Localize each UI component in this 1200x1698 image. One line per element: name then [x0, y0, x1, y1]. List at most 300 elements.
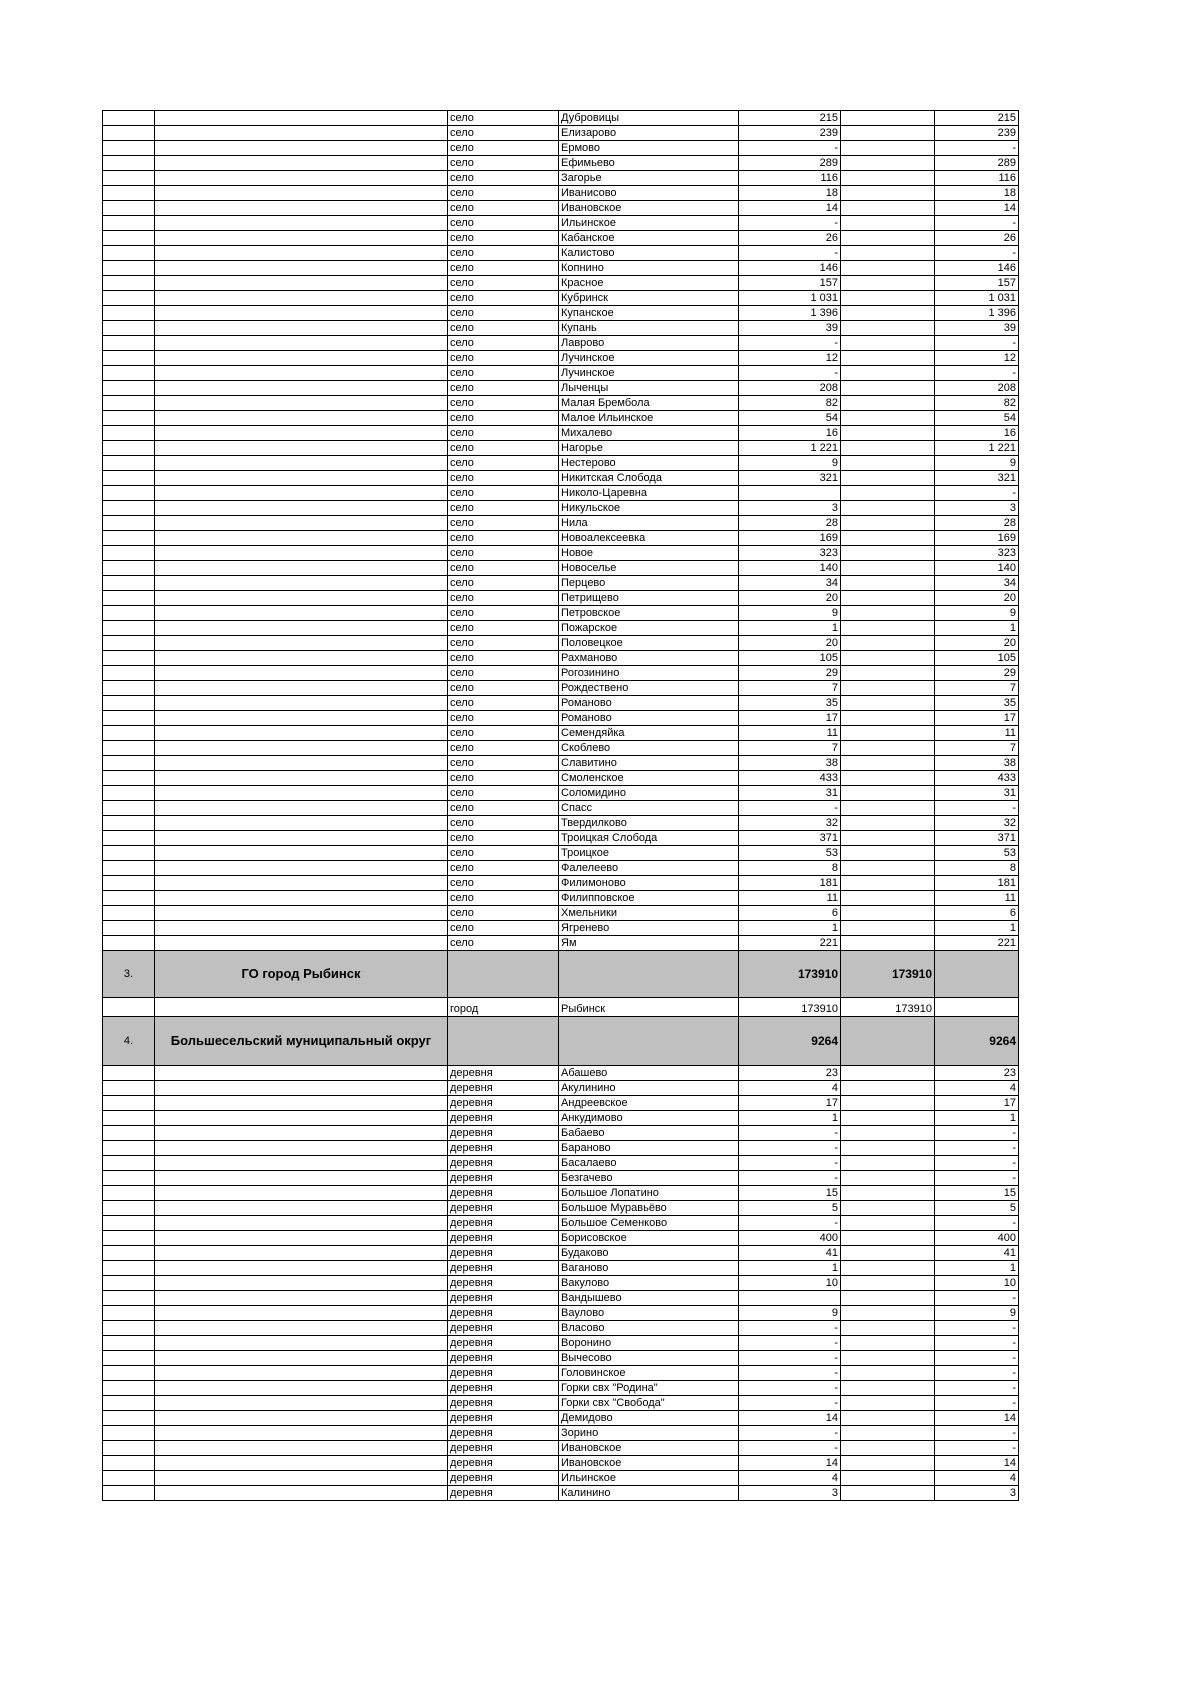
- row-district: [155, 681, 448, 696]
- row-index: [103, 1111, 155, 1126]
- table-row: [103, 1456, 1019, 1471]
- row-rural: 4: [935, 1081, 1019, 1096]
- row-name: Романово: [559, 696, 739, 711]
- row-total: 239: [739, 126, 841, 141]
- row-rural: 323: [935, 546, 1019, 561]
- row-name: Зорино: [559, 1426, 739, 1441]
- group-3: [103, 951, 1019, 1066]
- row-type: село: [448, 501, 559, 516]
- row-index: [103, 1171, 155, 1186]
- row-total: 5: [739, 1201, 841, 1216]
- row-name: Рождествено: [559, 681, 739, 696]
- row-index: [103, 1381, 155, 1396]
- row-district: [155, 1456, 448, 1471]
- row-rural: -: [935, 366, 1019, 381]
- row-rural: 146: [935, 261, 1019, 276]
- row-urban: [841, 321, 935, 336]
- row-total: 4: [739, 1081, 841, 1096]
- row-total: -: [739, 1171, 841, 1186]
- row-rural: 5: [935, 1201, 1019, 1216]
- row-name: Кабанское: [559, 231, 739, 246]
- row-total: 208: [739, 381, 841, 396]
- table-row: [103, 1081, 1019, 1096]
- row-name: Купань: [559, 321, 739, 336]
- row-total: 16: [739, 426, 841, 441]
- row-rural: 14: [935, 1456, 1019, 1471]
- row-district: [155, 471, 448, 486]
- table-row: [103, 1156, 1019, 1171]
- row-index: [103, 261, 155, 276]
- row-type: село: [448, 531, 559, 546]
- row-total: -: [739, 1396, 841, 1411]
- row-district: [155, 936, 448, 951]
- row-type: село: [448, 306, 559, 321]
- row-type: село: [448, 561, 559, 576]
- row-rural: 23: [935, 1066, 1019, 1081]
- row-urban: [841, 1081, 935, 1096]
- row-name: Вакулово: [559, 1276, 739, 1291]
- row-total: 18: [739, 186, 841, 201]
- table-row: [103, 846, 1019, 861]
- table-row: [103, 831, 1019, 846]
- row-type: село: [448, 471, 559, 486]
- row-district: [155, 231, 448, 246]
- row-index: [103, 321, 155, 336]
- table-row: [103, 1066, 1019, 1081]
- row-urban: [841, 351, 935, 366]
- row-total: 9: [739, 606, 841, 621]
- row-type: деревня: [448, 1156, 559, 1171]
- row-index: [103, 291, 155, 306]
- group-header-row: [103, 951, 1019, 998]
- row-name: Фалелеево: [559, 861, 739, 876]
- row-name: Головинское: [559, 1366, 739, 1381]
- row-urban: [841, 156, 935, 171]
- table-row: [103, 621, 1019, 636]
- row-rural: 20: [935, 591, 1019, 606]
- row-rural: 1: [935, 921, 1019, 936]
- row-type: село: [448, 681, 559, 696]
- row-district: [155, 291, 448, 306]
- table-row: [103, 1171, 1019, 1186]
- row-type: село: [448, 186, 559, 201]
- table-row: [103, 1336, 1019, 1351]
- row-name: Рахманово: [559, 651, 739, 666]
- row-index: [103, 381, 155, 396]
- row-type: село: [448, 441, 559, 456]
- row-name: Калистово: [559, 246, 739, 261]
- row-index: [103, 906, 155, 921]
- table-row: [103, 516, 1019, 531]
- row-total: 29: [739, 666, 841, 681]
- row-index: [103, 1141, 155, 1156]
- row-index: [103, 186, 155, 201]
- row-urban: [841, 576, 935, 591]
- row-urban: [841, 1126, 935, 1141]
- row-district: [155, 201, 448, 216]
- row-type: деревня: [448, 1396, 559, 1411]
- table-row: [103, 1231, 1019, 1246]
- row-name: Дубровицы: [559, 111, 739, 126]
- row-index: [103, 1276, 155, 1291]
- table-row: [103, 1246, 1019, 1261]
- row-urban: [841, 846, 935, 861]
- row-district: [155, 651, 448, 666]
- row-total: 7: [739, 681, 841, 696]
- table-row: [103, 141, 1019, 156]
- table-row: [103, 876, 1019, 891]
- table-row: [103, 411, 1019, 426]
- table-row: [103, 1291, 1019, 1306]
- row-rural: 54: [935, 411, 1019, 426]
- row-type: деревня: [448, 1126, 559, 1141]
- row-urban: [841, 681, 935, 696]
- row-urban: [841, 1336, 935, 1351]
- row-name: Филипповское: [559, 891, 739, 906]
- table-row: [103, 861, 1019, 876]
- row-name: Бараново: [559, 1141, 739, 1156]
- row-urban: [841, 771, 935, 786]
- row-name: Соломидино: [559, 786, 739, 801]
- row-type: село: [448, 741, 559, 756]
- row-urban: [841, 921, 935, 936]
- row-name: Рогозинино: [559, 666, 739, 681]
- row-index: [103, 666, 155, 681]
- row-district: [155, 801, 448, 816]
- row-index: [103, 141, 155, 156]
- table-row: [103, 786, 1019, 801]
- row-type: деревня: [448, 1381, 559, 1396]
- row-name: Романово: [559, 711, 739, 726]
- row-type: село: [448, 756, 559, 771]
- row-rural: -: [935, 486, 1019, 501]
- row-index: [103, 1321, 155, 1336]
- row-district: [155, 216, 448, 231]
- row-rural: 4: [935, 1471, 1019, 1486]
- row-type: деревня: [448, 1426, 559, 1441]
- group-rural: [935, 951, 1019, 998]
- row-total: 321: [739, 471, 841, 486]
- row-urban: 173910: [841, 998, 935, 1017]
- row-total: 14: [739, 1456, 841, 1471]
- table-row: [103, 1426, 1019, 1441]
- group-urban: [841, 1017, 935, 1066]
- row-total: 371: [739, 831, 841, 846]
- row-district: [155, 351, 448, 366]
- row-district: [155, 816, 448, 831]
- row-name: Лаврово: [559, 336, 739, 351]
- row-type: село: [448, 621, 559, 636]
- row-district: [155, 1426, 448, 1441]
- row-rural: 15: [935, 1186, 1019, 1201]
- table-row: [103, 171, 1019, 186]
- row-rural: 140: [935, 561, 1019, 576]
- row-name: Лучинское: [559, 366, 739, 381]
- row-rural: 18: [935, 186, 1019, 201]
- row-district: [155, 906, 448, 921]
- row-name: Борисовское: [559, 1231, 739, 1246]
- table-row: [103, 381, 1019, 396]
- row-district: [155, 861, 448, 876]
- row-rural: 12: [935, 351, 1019, 366]
- table-row: [103, 486, 1019, 501]
- row-index: [103, 786, 155, 801]
- row-index: [103, 231, 155, 246]
- row-district: [155, 711, 448, 726]
- row-total: 11: [739, 891, 841, 906]
- row-type: село: [448, 711, 559, 726]
- row-urban: [841, 1381, 935, 1396]
- row-district: [155, 276, 448, 291]
- row-type: село: [448, 771, 559, 786]
- row-type: деревня: [448, 1066, 559, 1081]
- row-rural: 11: [935, 726, 1019, 741]
- row-urban: [841, 471, 935, 486]
- row-total: 54: [739, 411, 841, 426]
- table-row: [103, 246, 1019, 261]
- row-name: Нила: [559, 516, 739, 531]
- row-index: [103, 696, 155, 711]
- row-urban: [841, 621, 935, 636]
- row-type: деревня: [448, 1261, 559, 1276]
- row-name: Бабаево: [559, 1126, 739, 1141]
- row-total: 9: [739, 1306, 841, 1321]
- row-total: 39: [739, 321, 841, 336]
- row-total: 323: [739, 546, 841, 561]
- table-row: [103, 156, 1019, 171]
- row-district: [155, 381, 448, 396]
- row-index: [103, 336, 155, 351]
- row-district: [155, 1471, 448, 1486]
- row-type: деревня: [448, 1141, 559, 1156]
- row-index: [103, 711, 155, 726]
- row-type: село: [448, 201, 559, 216]
- row-type: село: [448, 111, 559, 126]
- table-row: [103, 756, 1019, 771]
- row-name: Ягренево: [559, 921, 739, 936]
- row-total: 31: [739, 786, 841, 801]
- row-urban: [841, 366, 935, 381]
- row-rural: 17: [935, 711, 1019, 726]
- table-row: [103, 1486, 1019, 1501]
- row-rural: 7: [935, 741, 1019, 756]
- row-total: -: [739, 336, 841, 351]
- row-name: Калинино: [559, 1486, 739, 1501]
- row-type: село: [448, 846, 559, 861]
- row-total: 1 396: [739, 306, 841, 321]
- row-rural: 9: [935, 1306, 1019, 1321]
- row-index: [103, 441, 155, 456]
- row-district: [155, 1156, 448, 1171]
- row-district: [155, 336, 448, 351]
- population-table: [102, 110, 1019, 1501]
- row-district: [155, 1216, 448, 1231]
- row-urban: [841, 396, 935, 411]
- row-district: [155, 741, 448, 756]
- row-type: село: [448, 891, 559, 906]
- row-urban: [841, 756, 935, 771]
- row-urban: [841, 876, 935, 891]
- row-district: [155, 546, 448, 561]
- row-urban: [841, 1246, 935, 1261]
- row-rural: 371: [935, 831, 1019, 846]
- row-index: [103, 1066, 155, 1081]
- row-total: 26: [739, 231, 841, 246]
- row-district: [155, 696, 448, 711]
- group-index: 4.: [103, 1017, 155, 1066]
- group-header-row: [103, 1017, 1019, 1066]
- row-index: [103, 1351, 155, 1366]
- row-district: [155, 1381, 448, 1396]
- row-rural: 26: [935, 231, 1019, 246]
- row-urban: [841, 1066, 935, 1081]
- row-name: Власово: [559, 1321, 739, 1336]
- row-rural: 16: [935, 426, 1019, 441]
- row-district: [155, 591, 448, 606]
- row-index: [103, 1306, 155, 1321]
- table-row: [103, 1201, 1019, 1216]
- row-total: 10: [739, 1276, 841, 1291]
- row-name: Перцево: [559, 576, 739, 591]
- row-district: [155, 1486, 448, 1501]
- row-district: [155, 606, 448, 621]
- row-type: деревня: [448, 1171, 559, 1186]
- row-urban: [841, 636, 935, 651]
- row-total: 116: [739, 171, 841, 186]
- row-index: [103, 936, 155, 951]
- row-name: Ивановское: [559, 1441, 739, 1456]
- row-index: [103, 1426, 155, 1441]
- row-district: [155, 1081, 448, 1096]
- row-urban: [841, 171, 935, 186]
- row-index: [103, 1366, 155, 1381]
- row-index: [103, 1486, 155, 1501]
- group-type-cell: [448, 951, 559, 998]
- row-type: село: [448, 156, 559, 171]
- row-type: село: [448, 651, 559, 666]
- row-rural: 116: [935, 171, 1019, 186]
- row-district: [155, 246, 448, 261]
- row-rural: 239: [935, 126, 1019, 141]
- row-index: [103, 591, 155, 606]
- table-row: [103, 396, 1019, 411]
- row-urban: [841, 186, 935, 201]
- table-row: [103, 801, 1019, 816]
- table-row: [103, 501, 1019, 516]
- row-urban: [841, 666, 935, 681]
- row-total: -: [739, 1366, 841, 1381]
- row-type: деревня: [448, 1351, 559, 1366]
- row-total: 1: [739, 621, 841, 636]
- row-urban: [841, 381, 935, 396]
- row-urban: [841, 426, 935, 441]
- row-rural: 400: [935, 1231, 1019, 1246]
- row-type: село: [448, 546, 559, 561]
- row-urban: [841, 1141, 935, 1156]
- row-urban: [841, 231, 935, 246]
- row-urban: [841, 486, 935, 501]
- row-type: село: [448, 291, 559, 306]
- table-row: [103, 771, 1019, 786]
- row-rural: -: [935, 1171, 1019, 1186]
- row-rural: 215: [935, 111, 1019, 126]
- row-rural: 35: [935, 696, 1019, 711]
- row-index: [103, 1216, 155, 1231]
- row-rural: -: [935, 1126, 1019, 1141]
- row-type: село: [448, 396, 559, 411]
- row-total: -: [739, 216, 841, 231]
- row-urban: [841, 1366, 935, 1381]
- row-rural: 8: [935, 861, 1019, 876]
- row-index: [103, 1081, 155, 1096]
- row-district: [155, 831, 448, 846]
- row-urban: [841, 276, 935, 291]
- row-total: -: [739, 801, 841, 816]
- row-district: [155, 636, 448, 651]
- row-rural: 41: [935, 1246, 1019, 1261]
- row-district: [155, 1321, 448, 1336]
- row-name: Ивановское: [559, 201, 739, 216]
- row-rural: -: [935, 1336, 1019, 1351]
- row-rural: 14: [935, 1411, 1019, 1426]
- row-rural: 1 221: [935, 441, 1019, 456]
- table-row: [103, 1216, 1019, 1231]
- row-name: Никитская Слобода: [559, 471, 739, 486]
- table-row: [103, 1186, 1019, 1201]
- row-rural: 11: [935, 891, 1019, 906]
- row-urban: [841, 726, 935, 741]
- row-index: [103, 561, 155, 576]
- row-type: село: [448, 801, 559, 816]
- row-total: -: [739, 1321, 841, 1336]
- row-urban: [841, 861, 935, 876]
- row-urban: [841, 1426, 935, 1441]
- row-urban: [841, 1231, 935, 1246]
- row-urban: [841, 651, 935, 666]
- row-index: [103, 1261, 155, 1276]
- table-row: [103, 291, 1019, 306]
- row-district: [155, 1351, 448, 1366]
- table-row: [103, 1471, 1019, 1486]
- row-rural: [935, 998, 1019, 1017]
- row-name: Большое Семенково: [559, 1216, 739, 1231]
- table-row: [103, 126, 1019, 141]
- row-name: Кубринск: [559, 291, 739, 306]
- row-urban: [841, 1186, 935, 1201]
- row-urban: [841, 246, 935, 261]
- row-total: 35: [739, 696, 841, 711]
- row-total: -: [739, 1351, 841, 1366]
- row-type: село: [448, 606, 559, 621]
- row-district: [155, 261, 448, 276]
- table-row: [103, 531, 1019, 546]
- table-row: [103, 711, 1019, 726]
- row-urban: [841, 786, 935, 801]
- table-row: [103, 1381, 1019, 1396]
- row-type: село: [448, 231, 559, 246]
- table-row: [103, 741, 1019, 756]
- row-type: село: [448, 786, 559, 801]
- row-type: деревня: [448, 1471, 559, 1486]
- row-district: [155, 396, 448, 411]
- row-index: [103, 171, 155, 186]
- row-urban: [841, 216, 935, 231]
- row-index: [103, 651, 155, 666]
- row-rural: 53: [935, 846, 1019, 861]
- row-total: 289: [739, 156, 841, 171]
- row-index: [103, 576, 155, 591]
- row-total: 157: [739, 276, 841, 291]
